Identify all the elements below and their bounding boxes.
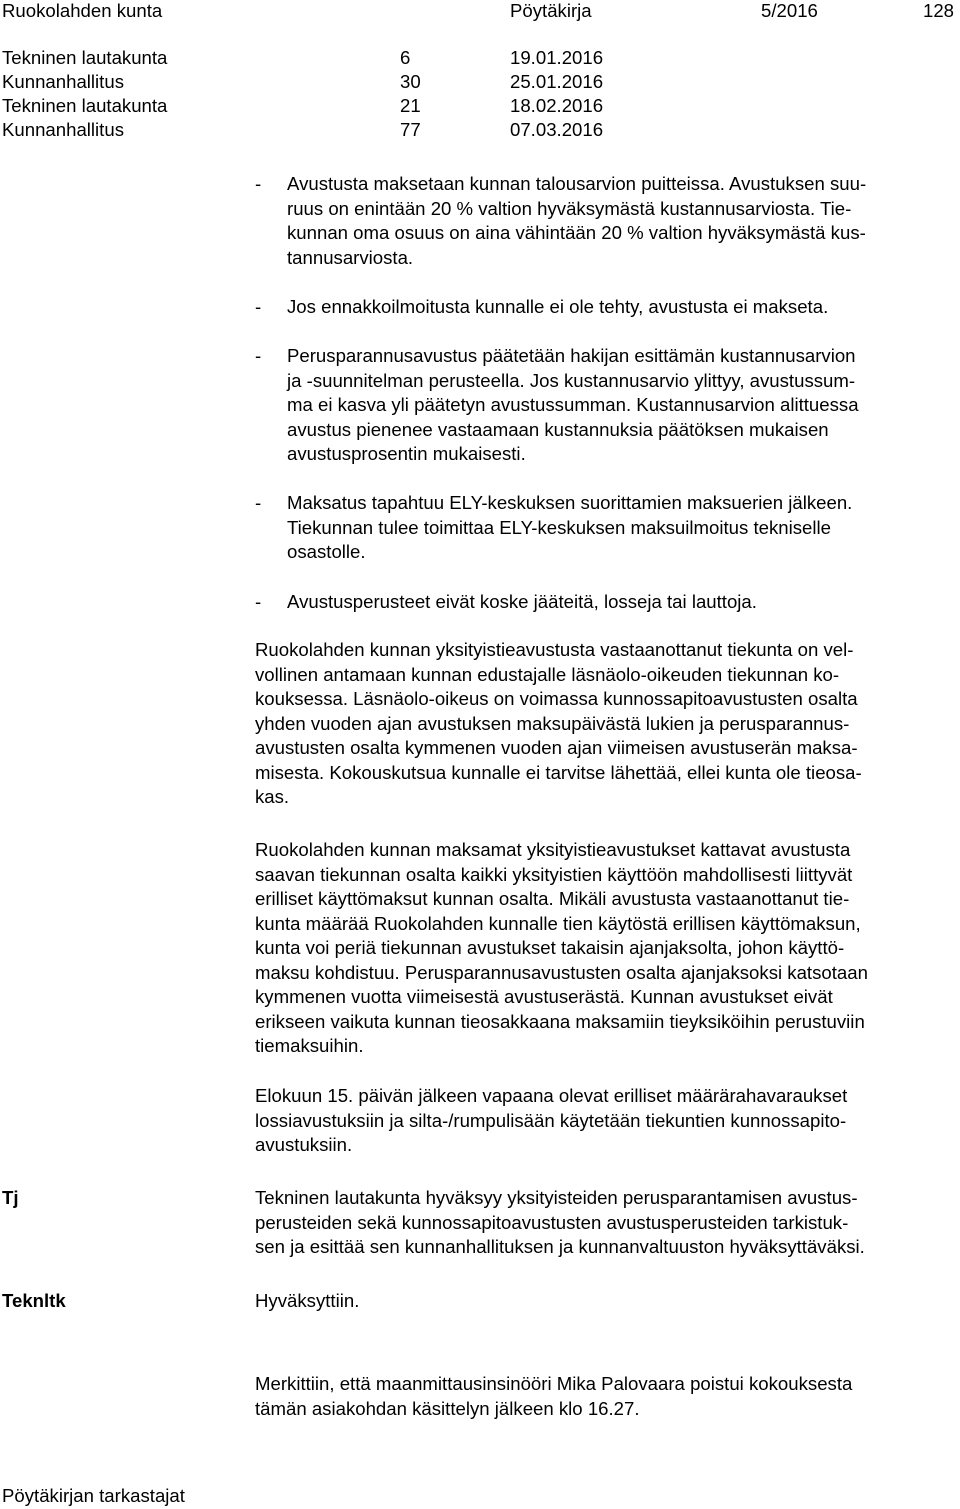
reference-row <box>0 93 960 118</box>
text-line: sen ja esittää sen kunnanhallituksen ja kunnanvaltuuston hyväksyttäväksi. <box>255 1236 865 1257</box>
text-line: kunta määrää Ruokolahden kunnalle tien käytöstä erillisen käyttömaksun, <box>255 912 861 934</box>
bullet-dash: - <box>255 591 262 612</box>
text-line: Elokuun 15. päivän jälkeen vapaana olevat erilliset määrärahavaraukset <box>255 1085 848 1106</box>
text-line: Tiekunnan tulee toimittaa ELY-keskuksen maksuilmoitus tekniselle <box>287 516 831 538</box>
footer-label: Pöytäkirjan tarkastajat <box>2 1485 185 1506</box>
note-paragraph <box>255 1372 960 1421</box>
text-line: perusteiden sekä kunnossapitoavustusten avustusperusteiden tarkistuk- <box>255 1211 849 1233</box>
text-line: Perusparannusavustus päätetään hakijan esittämän kustannusarvion <box>287 345 856 366</box>
reference-row <box>0 45 960 70</box>
text-line: avustusprosentin mukaisesti. <box>287 443 526 464</box>
reference-body: Tekninen lautakunta <box>2 47 168 68</box>
reference-date: 18.02.2016 <box>510 95 604 116</box>
text-line: kas. <box>255 786 290 807</box>
bullet-dash: - <box>255 296 262 317</box>
body-paragraph <box>255 638 960 810</box>
text-line: tämän asiakohdan käsittelyn jälkeen klo 16.27. <box>255 1397 640 1419</box>
text-line: misesta. Kokouskutsua kunnalle ei tarvitse lähettää, ellei kunta ole tieosa- <box>255 761 862 783</box>
text-line: kymmenen vuotta viimeisestä avustuserästä. Kunnan avustukset eivät <box>255 986 833 1007</box>
decision-text <box>255 1289 960 1314</box>
body-paragraph <box>255 1084 960 1158</box>
reference-body: Kunnanhallitus <box>2 71 124 92</box>
organization-name: Ruokolahden kunta <box>2 0 163 21</box>
bullet-dash: - <box>255 345 262 366</box>
text-line: Hyväksyttiin. <box>255 1290 360 1311</box>
reference-body: Kunnanhallitus <box>2 119 124 140</box>
text-line: avustusten osalta kymmenen vuoden ajan viimeisen avustuserän maksa- <box>255 737 858 758</box>
text-line: Maksatus tapahtuu ELY-keskuksen suorittamien maksuerien jälkeen. <box>287 492 853 513</box>
proposal-text <box>255 1186 960 1260</box>
reference-row <box>0 117 960 142</box>
reference-date: 25.01.2016 <box>510 71 604 92</box>
text-line: ma ei kasva yli päätetyn avustussumman. Kustannusarvion alittuessa <box>287 394 859 415</box>
text-line: kunnan oma osuus on aina vähintään 20 % valtion hyväksymästä kus- <box>287 222 866 243</box>
text-line: saavan tiekunnan osalta kaikki yksityistien käyttöön mahdollisesti liittyvät <box>255 863 853 885</box>
text-line: kouksessa. Läsnäolo-oikeus on voimassa kunnossapitoavustusten osalta <box>255 688 858 709</box>
reference-section: 21 <box>400 95 421 116</box>
text-line: erilliset käyttömaksut kunnan osalta. Mikäli avustusta vastaanottanut tie- <box>255 888 850 909</box>
reference-row <box>0 69 960 94</box>
text-line: Tekninen lautakunta hyväksyy yksityisteiden perusparantamisen avustus- <box>255 1187 858 1208</box>
bullet-text <box>287 344 955 467</box>
text-line: maksu kohdistuu. Perusparannusavustusten osalta ajanjaksoksi katsotaan <box>255 961 868 983</box>
reference-date: 19.01.2016 <box>510 47 604 68</box>
reference-date: 07.03.2016 <box>510 119 604 140</box>
text-line: yhden vuoden ajan avustuksen maksupäivästä lukien ja perusparannus- <box>255 712 850 734</box>
bullet-text <box>287 590 955 615</box>
reference-section: 77 <box>400 119 421 140</box>
issue-number: 5/2016 <box>761 0 818 21</box>
text-line: tannusarviosta. <box>287 246 414 268</box>
text-line: avustuksiin. <box>255 1134 353 1155</box>
text-line: ja -suunnitelman perusteella. Jos kustannusarvio ylittyy, avustussum- <box>287 369 856 391</box>
bullet-text <box>287 491 955 565</box>
text-line: kunta voi periä tiekunnan avustukset takaisin ajanjaksolta, johon käyttö- <box>255 937 845 958</box>
reference-body: Tekninen lautakunta <box>2 95 168 116</box>
proposal-label: Tj <box>2 1187 19 1208</box>
bullet-text <box>287 295 955 320</box>
bullet-dash: - <box>255 492 262 513</box>
text-line: avustus pienenee vastaamaan kustannuksia päätöksen mukaisen <box>287 418 829 440</box>
text-line: ruus on enintään 20 % valtion hyväksymästä kustannusarviosta. Tie- <box>287 197 852 219</box>
text-line: Ruokolahden kunnan yksityistieavustusta vastaanottanut tiekunta on vel- <box>255 639 854 660</box>
bullet-text <box>287 172 955 270</box>
body-paragraph <box>255 838 960 1059</box>
text-line: Avustusta maksetaan kunnan talousarvion puitteissa. Avustuksen suu- <box>287 173 867 194</box>
text-line: osastolle. <box>287 541 366 562</box>
bullet-dash: - <box>255 173 262 194</box>
text-line: Jos ennakkoilmoitusta kunnalle ei ole tehty, avustusta ei makseta. <box>287 296 829 317</box>
text-line: Merkittiin, että maanmittausinsinööri Mika Palovaara poistui kokouksesta <box>255 1373 853 1394</box>
text-line: lossiavustuksiin ja silta-/rumpulisään käytetään tiekuntien kunnossapito- <box>255 1109 847 1131</box>
text-line: vollinen antamaan kunnan edustajalle läsnäolo-oikeuden tiekunnan ko- <box>255 663 840 685</box>
text-line: tiemaksuihin. <box>255 1035 364 1056</box>
reference-section: 6 <box>400 47 411 68</box>
text-line: Ruokolahden kunnan maksamat yksityistieavustukset kattavat avustusta <box>255 839 851 860</box>
page-number: 128 <box>923 0 955 21</box>
decision-label: Teknltk <box>2 1290 66 1311</box>
text-line: erikseen vaikuta kunnan tieosakkaana maksamiin tieyksiköihin perustuviin <box>255 1010 865 1032</box>
text-line: Avustusperusteet eivät koske jääteitä, losseja tai lauttoja. <box>287 591 757 612</box>
document-type: Pöytäkirja <box>510 0 592 21</box>
reference-section: 30 <box>400 71 421 92</box>
